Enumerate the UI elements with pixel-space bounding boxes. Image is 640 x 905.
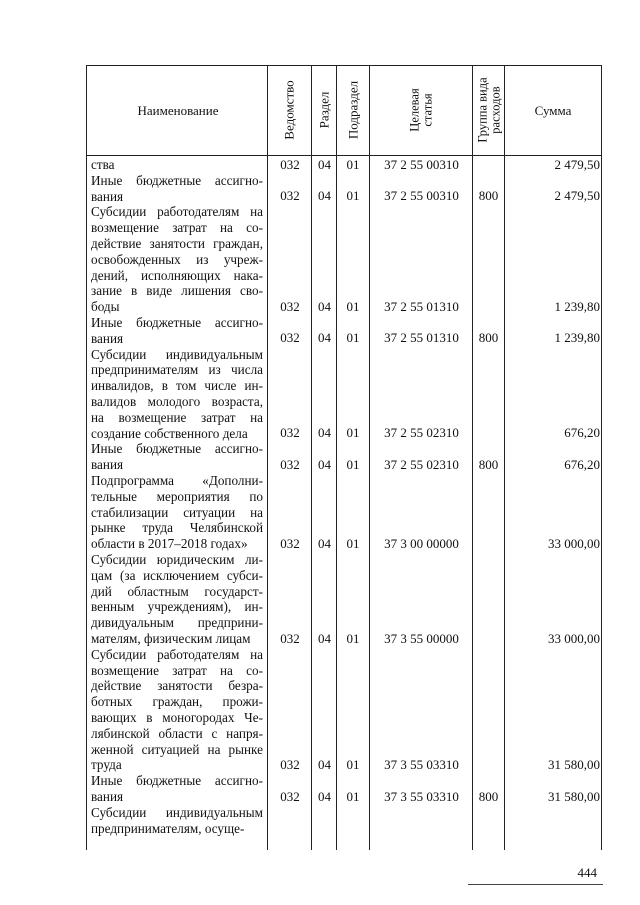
header-summa: Сумма bbox=[534, 103, 572, 118]
row-name-line: труда bbox=[91, 757, 122, 773]
row-tselevaya: 37 2 55 00310 bbox=[384, 156, 459, 172]
row-tselevaya: 37 2 55 02310 bbox=[384, 456, 459, 472]
header-gruppa: Группа вида расходов bbox=[475, 77, 502, 143]
row-name-line: на возмещение затрат на bbox=[91, 409, 263, 425]
row-summa: 33 000,00 bbox=[548, 535, 600, 551]
header-tselevaya: Целевая статья bbox=[407, 88, 434, 132]
row-name bbox=[91, 773, 263, 805]
row-vedomstvo: 032 bbox=[280, 535, 300, 551]
row-name-line: вания bbox=[91, 788, 124, 804]
row-razdel: 04 bbox=[318, 298, 331, 314]
row-podrazdel: 01 bbox=[346, 756, 360, 772]
row-tselevaya: 37 2 55 02310 bbox=[384, 425, 459, 441]
row-summa: 31 580,00 bbox=[548, 756, 600, 772]
header-name: Наименование bbox=[137, 103, 219, 118]
row-name bbox=[91, 647, 263, 773]
row-name-line: предпринимателям из числа bbox=[91, 362, 263, 378]
row-name-line: инвалидов, в том числе ин- bbox=[91, 378, 263, 394]
row-name-line: Субсидии юридическим ли- bbox=[91, 552, 263, 567]
row-summa: 676,20 bbox=[564, 425, 600, 441]
row-name-line: вания bbox=[91, 330, 124, 346]
row-razdel: 04 bbox=[318, 330, 331, 346]
row-name bbox=[91, 805, 263, 837]
row-name-line: лябинской области с напря- bbox=[91, 725, 263, 741]
row-gruppa: 800 bbox=[478, 788, 499, 804]
row-name-line: мателям, физическим лицам bbox=[91, 630, 251, 646]
row-name-line: области в 2017–2018 годах» bbox=[91, 536, 248, 552]
row-vedomstvo: 032 bbox=[280, 756, 300, 772]
row-name-line: вания bbox=[91, 188, 124, 204]
row-name bbox=[91, 173, 263, 205]
row-summa: 1 239,80 bbox=[554, 330, 600, 346]
row-name-line: возмещение затрат на со- bbox=[91, 662, 263, 678]
row-name-line: вания bbox=[91, 457, 124, 473]
table-right-border bbox=[601, 65, 602, 850]
row-vedomstvo: 032 bbox=[280, 156, 300, 172]
header-razdel: Раздел bbox=[316, 91, 332, 129]
row-podrazdel: 01 bbox=[346, 188, 360, 204]
row-podrazdel: 01 bbox=[346, 425, 360, 441]
row-name-line: зание в виде лишения сво- bbox=[91, 283, 263, 299]
footer-rule bbox=[468, 884, 603, 885]
row-name-line: освобожденных из учреж- bbox=[91, 251, 263, 267]
row-summa: 2 479,50 bbox=[554, 188, 600, 204]
row-gruppa: 800 bbox=[478, 330, 499, 346]
table-top-border bbox=[86, 65, 601, 66]
row-summa: 676,20 bbox=[564, 456, 600, 472]
row-name-line: женной ситуацией на рынке bbox=[91, 741, 263, 757]
row-name-line: Субсидии работодателям на bbox=[91, 204, 263, 220]
row-name bbox=[91, 347, 263, 442]
row-name-line: стабилизации ситуации на bbox=[91, 504, 263, 520]
row-name-line: Субсидии индивидуальным bbox=[91, 804, 263, 820]
row-name-line: действие занятости граждан, bbox=[91, 235, 263, 251]
row-tselevaya: 37 2 55 00310 bbox=[384, 188, 459, 204]
row-name-line: дий областным государст- bbox=[91, 583, 263, 599]
row-summa: 33 000,00 bbox=[548, 630, 600, 646]
table-left-border bbox=[86, 65, 87, 850]
row-name-line: тельные мероприятия по bbox=[91, 488, 263, 504]
row-vedomstvo: 032 bbox=[280, 788, 300, 804]
row-name-line: Иные бюджетные ассигно- bbox=[91, 773, 263, 789]
row-name bbox=[91, 204, 263, 315]
row-name-line: действие занятости безра- bbox=[91, 678, 263, 694]
row-tselevaya: 37 3 55 00000 bbox=[384, 630, 459, 646]
row-vedomstvo: 032 bbox=[280, 330, 300, 346]
row-podrazdel: 01 bbox=[346, 330, 360, 346]
row-name-line: Иные бюджетные ассигно- bbox=[91, 315, 263, 330]
row-name-line: венным учреждениям), ин- bbox=[91, 599, 263, 615]
row-vedomstvo: 032 bbox=[280, 630, 300, 646]
row-podrazdel: 01 bbox=[346, 535, 360, 551]
header-podrazdel: Подраздел bbox=[345, 80, 361, 140]
page-number: 444 bbox=[577, 865, 597, 880]
row-tselevaya: 37 2 55 01310 bbox=[384, 330, 459, 346]
row-name-line: дивидуальным предприни- bbox=[91, 615, 263, 631]
row-razdel: 04 bbox=[318, 535, 331, 551]
row-name-line: предпринимателям, осуще- bbox=[91, 820, 245, 836]
row-tselevaya: 37 3 55 03310 bbox=[384, 756, 459, 772]
row-name-line: ства bbox=[91, 157, 115, 172]
row-summa: 31 580,00 bbox=[548, 788, 600, 804]
row-name-line: Подпрограмма «Дополни- bbox=[91, 473, 263, 488]
row-podrazdel: 01 bbox=[346, 156, 360, 172]
row-razdel: 04 bbox=[318, 630, 331, 646]
row-name bbox=[91, 441, 263, 473]
row-gruppa: 800 bbox=[478, 456, 499, 472]
row-name-line: боды bbox=[91, 299, 120, 315]
row-razdel: 04 bbox=[318, 425, 331, 441]
row-tselevaya: 37 3 00 00000 bbox=[384, 535, 459, 551]
header-vedomstvo: Ведомство bbox=[281, 80, 297, 140]
row-vedomstvo: 032 bbox=[280, 425, 300, 441]
row-name-line: Субсидии работодателям на bbox=[91, 646, 263, 662]
row-name-line: Иные бюджетные ассигно- bbox=[91, 441, 263, 457]
row-name-line: вающих в моногородах Че- bbox=[91, 709, 263, 725]
row-podrazdel: 01 bbox=[346, 630, 360, 646]
row-name-line: ботных граждан, прожи- bbox=[91, 694, 263, 710]
row-name bbox=[91, 157, 263, 173]
row-tselevaya: 37 2 55 01310 bbox=[384, 298, 459, 314]
row-podrazdel: 01 bbox=[346, 788, 360, 804]
row-name-line: создание собственного дела bbox=[91, 425, 248, 441]
row-vedomstvo: 032 bbox=[280, 188, 300, 204]
row-name-line: валидов молодого возраста, bbox=[91, 393, 263, 409]
row-name-line: рынке труда Челябинской bbox=[91, 520, 263, 536]
row-razdel: 04 bbox=[318, 188, 331, 204]
row-name bbox=[91, 315, 263, 347]
row-summa: 2 479,50 bbox=[554, 156, 600, 172]
row-razdel: 04 bbox=[318, 456, 331, 472]
row-name-line: Иные бюджетные ассигно- bbox=[91, 172, 263, 188]
row-name-line: возмещение затрат на со- bbox=[91, 220, 263, 236]
row-name bbox=[91, 552, 263, 647]
row-name bbox=[91, 473, 263, 552]
row-name-line: дений, исполняющих нака- bbox=[91, 267, 263, 283]
row-vedomstvo: 032 bbox=[280, 456, 300, 472]
row-summa: 1 239,80 bbox=[554, 298, 600, 314]
row-vedomstvo: 032 bbox=[280, 298, 300, 314]
row-razdel: 04 bbox=[318, 788, 331, 804]
row-gruppa: 800 bbox=[478, 188, 499, 204]
row-podrazdel: 01 bbox=[346, 456, 360, 472]
row-razdel: 04 bbox=[318, 756, 331, 772]
row-name-line: цам (за исключением субси- bbox=[91, 567, 263, 583]
row-razdel: 04 bbox=[318, 156, 331, 172]
row-podrazdel: 01 bbox=[346, 298, 360, 314]
row-name-line: Субсидии индивидуальным bbox=[91, 346, 263, 362]
row-tselevaya: 37 3 55 03310 bbox=[384, 788, 459, 804]
